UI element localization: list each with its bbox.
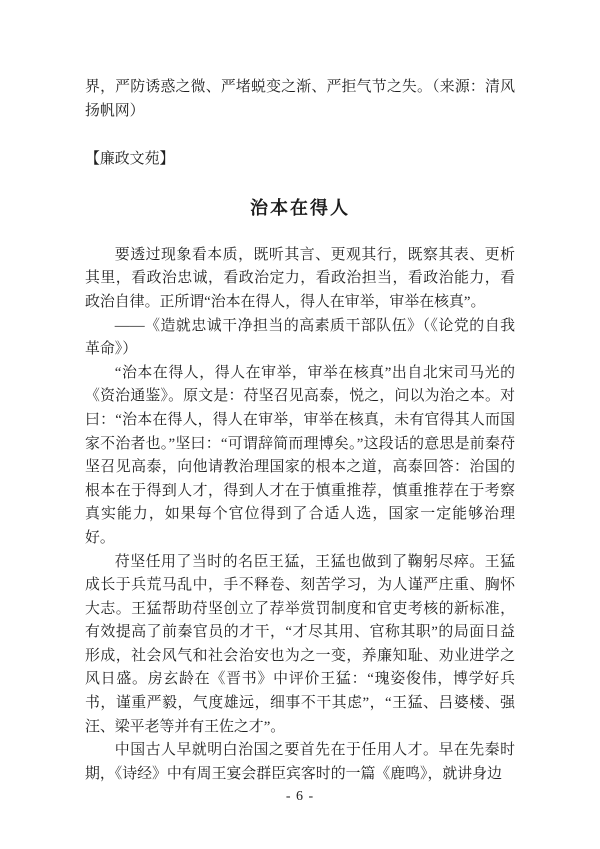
article-paragraph: 苻坚任用了当时的名臣王猛，王猛也做到了鞠躬尽瘁。王猛成长于兵荒马乱中，手不释卷、刻苦学习，为人谨严庄重、胸怀大志。王猛帮助苻坚创立了荐举赏罚制度和官吏考核的新标准，有效提高了前秦官员的才干，“才尽其用、官称其职”的局面日益形成，社会风气和社会治安也为之一变，养廉知耻、劝业进学之风日盛。房玄龄在《晋书》中评价王猛：“瑰姿俊伟，博学好兵书，谨重严毅，气度雄远，细事不干其虑”，“王猛、吕婆楼、强汪、梁平老等并有王佐之才”。 [85, 553, 515, 735]
article-paragraph: 中国古人早就明白治国之要首先在于任用人才。早在先秦时期，《诗经》中有周王宴会群臣宾客时的一篇《鹿鸣》，就讲身边 [85, 742, 515, 782]
article-attribution-paragraph: ——《造就忠诚干净担当的高素质干部队伍》（《论党的自我革命》） [85, 317, 515, 358]
page-number: - 6 - [285, 789, 315, 805]
section-header: 【廉政文苑】 [85, 151, 175, 168]
article-title: 治本在得人 [250, 197, 350, 218]
article-paragraph: “治本在得人，得人在审举，审举在核真”出自北宋司马光的《资治通鉴》。原文是：苻坚召见高泰，悦之，问以为治之本。对曰：“治本在得人，得人在审举，审举在核真，未有官得其人而国家不治者也。”坚曰：“可谓辞简而理博矣。”这段话的意思是前秦苻坚召见高泰，向他请教治理国家的根本之道，高泰回答：治国的根本在于得到人才，得到人才在于慎重推荐，慎重推荐在于考察真实能力，如果每个官位得到了合适人选，国家一定能够治理好。 [85, 364, 515, 546]
article-paragraph: 要透过现象看本质，既听其言、更观其行，既察其表、更析其里，看政治忠诚，看政治定力，看政治担当，看政治能力，看政治自律。正所谓“治本在得人，得人在审举，审举在核真”。 [85, 246, 515, 310]
continuation-paragraph: 界，严防诱惑之微、严堵蜕变之渐、严拒气节之失。（来源：清风扬帆网） [85, 79, 515, 119]
